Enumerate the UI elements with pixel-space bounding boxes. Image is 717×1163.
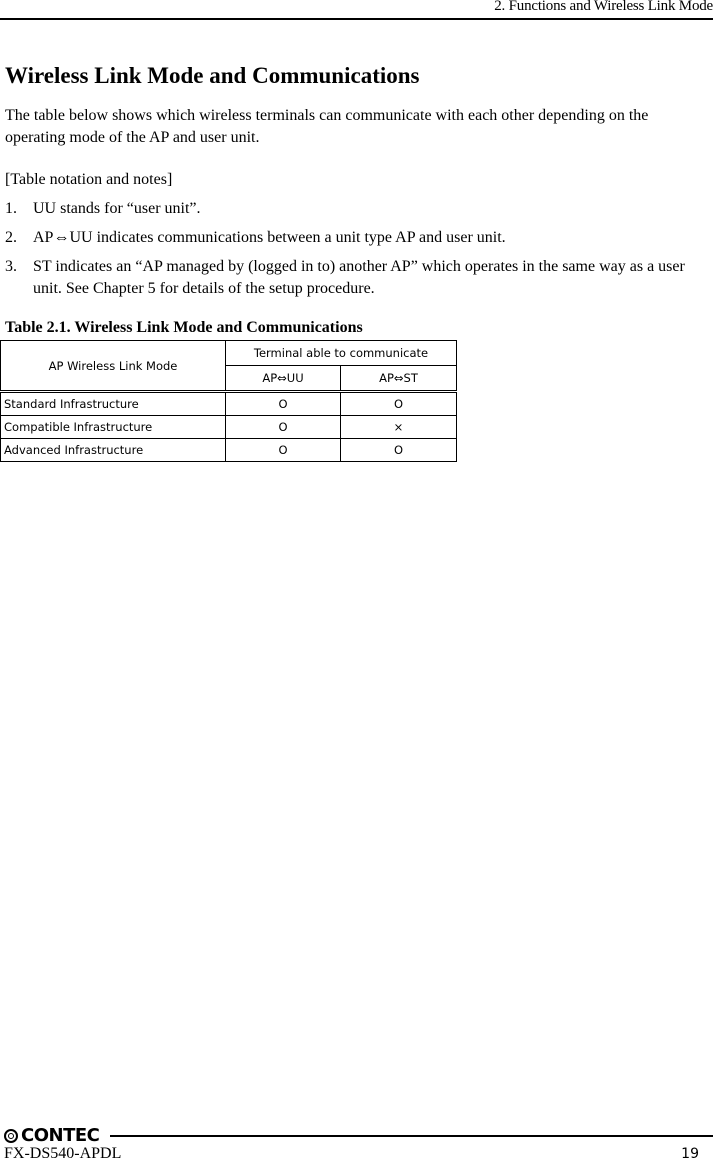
note-number: 3. xyxy=(5,258,17,275)
table-row xyxy=(1,439,457,462)
table-row xyxy=(1,416,457,439)
uu-cell: O xyxy=(226,416,341,439)
notes-heading: [Table notation and notes] xyxy=(5,171,173,188)
mode-cell: Standard Infrastructure xyxy=(1,392,226,416)
st-cell: × xyxy=(341,416,457,439)
table-caption: Table 2.1. Wireless Link Mode and Communications xyxy=(5,319,363,336)
header-rule xyxy=(0,18,713,20)
header-mode: AP Wireless Link Mode xyxy=(1,341,226,392)
running-header: 2. Functions and Wireless Link Mode xyxy=(494,0,713,14)
link-mode-table xyxy=(0,340,457,462)
mode-cell: Compatible Infrastructure xyxy=(1,416,226,439)
uu-cell: O xyxy=(226,392,341,416)
intro-paragraph: The table below shows which wireless terminals can communicate with each other depending on the operating mode of the AP and user unit. xyxy=(5,107,649,146)
note-item xyxy=(5,256,711,300)
footer-rule xyxy=(110,1135,713,1137)
page-number: 19 xyxy=(681,1146,699,1162)
header-ap-uu: AP⇔UU xyxy=(226,366,341,392)
note-text: ST indicates an “AP managed by (logged in to) another AP” which operates in the same way as a user unit. See Chapter 5 for details of the setup procedure. xyxy=(33,258,685,297)
contec-logo xyxy=(4,1125,103,1146)
note-item xyxy=(5,198,711,220)
note-item xyxy=(5,227,711,249)
logo-text: CONTEC xyxy=(21,1125,100,1146)
table-header-row xyxy=(1,341,457,366)
note-text: UU stands for “user unit”. xyxy=(33,200,201,217)
section-title: Wireless Link Mode and Communications xyxy=(5,63,420,88)
uu-cell: O xyxy=(226,439,341,462)
table-row xyxy=(1,392,457,416)
note-text: AP⇔UU indicates communications between a unit type AP and user unit. xyxy=(33,229,506,246)
header-ap-st: AP⇔ST xyxy=(341,366,457,392)
document-id: FX-DS540-APDL xyxy=(4,1145,122,1162)
note-number: 1. xyxy=(5,200,17,217)
note-number: 2. xyxy=(5,229,17,246)
st-cell: O xyxy=(341,439,457,462)
st-cell: O xyxy=(341,392,457,416)
mode-cell: Advanced Infrastructure xyxy=(1,439,226,462)
contec-logo-icon xyxy=(4,1129,18,1143)
header-terminal-group: Terminal able to communicate xyxy=(226,341,457,366)
